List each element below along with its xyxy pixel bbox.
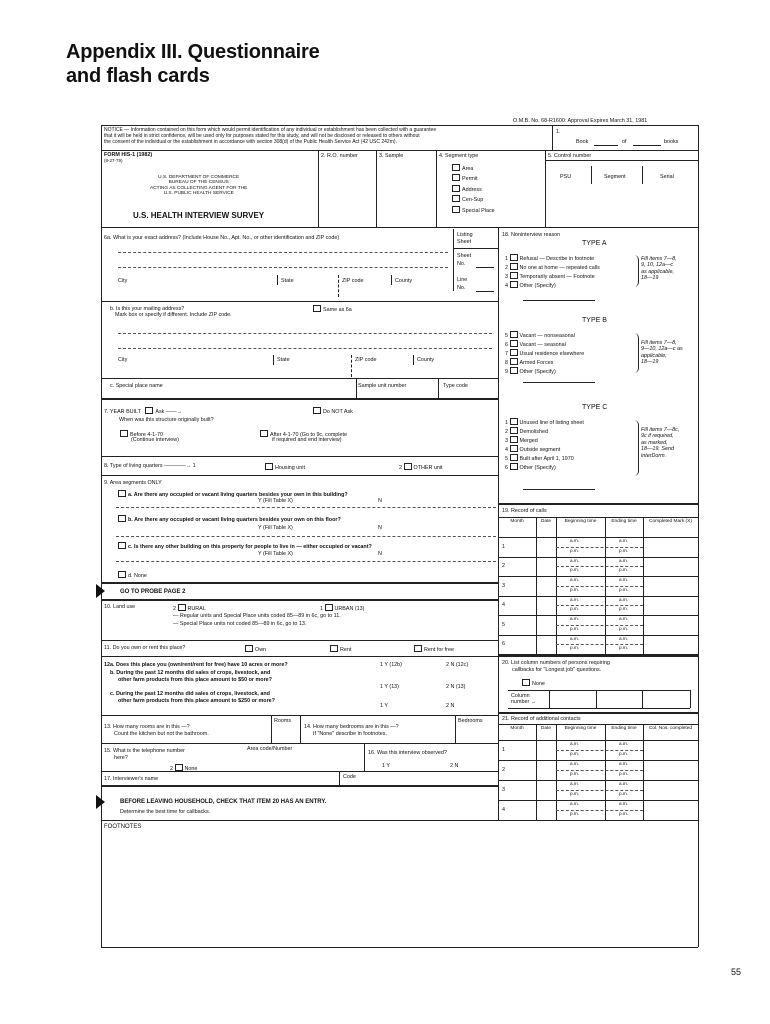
listing-sheet-label: Sheet xyxy=(457,239,472,245)
page-title: Appendix III. Questionnaire and flash cards xyxy=(66,41,320,87)
type-a-other[interactable]: 4 Other (Specify) xyxy=(505,283,556,289)
q21-am-label: a.m. xyxy=(619,741,628,746)
q19-pm-label: p.m. xyxy=(570,606,579,612)
serial-label: Serial xyxy=(660,174,674,180)
form-border-bottom xyxy=(101,947,698,948)
q10-note-1: — Regular units and Special Place units coded 85—89 in 6c, go to 11. xyxy=(173,613,341,619)
q21-pm-label: p.m. xyxy=(570,751,579,756)
q19-am-label: a.m. xyxy=(570,596,579,602)
books-label: books xyxy=(664,139,679,145)
q19-pm-label: p.m. xyxy=(570,586,579,592)
q19-row-number: 1 xyxy=(502,543,505,550)
type-b-vacant-nonseasonal[interactable]: 5 Vacant — nonseasonal xyxy=(505,333,575,339)
q21-col-header: Month xyxy=(510,726,524,731)
q21-pm-label: p.m. xyxy=(619,791,628,796)
before-leaving-2: Determine the best time for callbacks. xyxy=(120,809,211,815)
zip-label: ZIP code xyxy=(342,278,364,284)
segtype-area[interactable]: Area xyxy=(452,164,495,174)
type-c-outside-segment[interactable]: 4 Outside segment xyxy=(505,447,561,453)
q13-label-2: Count the kitchen but not the bathroom. xyxy=(114,731,209,737)
segment-type-options xyxy=(452,164,495,216)
q16-yes[interactable]: 1 Y xyxy=(382,763,390,769)
q19-am-label: a.m. xyxy=(570,577,579,582)
city2-label: City xyxy=(118,357,128,363)
q19-head: 19. Record of calls xyxy=(502,508,547,514)
q12b-no[interactable]: 2 N (13) xyxy=(446,684,466,690)
q9c-yes: Y (Fill Table X) xyxy=(258,551,293,557)
q19-pm-label: p.m. xyxy=(570,547,579,553)
q20-none-option[interactable]: None xyxy=(522,679,545,687)
q9a-option[interactable]: a. Are there any occupied or vacant living quarters besides your own in this building? xyxy=(118,490,348,498)
q19-row-number: 4 xyxy=(502,602,505,609)
q7-before-note: (Continue interview) xyxy=(131,437,179,443)
q21-am-label: a.m. xyxy=(619,801,628,806)
q21-pm-label: p.m. xyxy=(619,751,628,756)
q21-am-label: a.m. xyxy=(619,781,628,786)
type-c-note: Fill items 7—8c, 9c if required, as marked, 18—19. Send interDorm. xyxy=(641,427,680,459)
q21-pm-label: p.m. xyxy=(570,811,579,816)
q9c-no: N xyxy=(378,551,382,557)
control-number-label: 5. Control number xyxy=(548,153,592,159)
type-b-other[interactable]: 9 Other (Specify) xyxy=(505,369,556,375)
book-number-label: 1. xyxy=(556,129,561,135)
q8-label: 8. Type of living quarters ————→ 1 xyxy=(104,463,196,469)
psu-label: PSU xyxy=(560,174,572,180)
q21-pm-label: p.m. xyxy=(570,791,579,796)
q19-row-number: 6 xyxy=(502,641,505,648)
q12c-label-1: c. During the past 12 months did sales of crops, livestock, and xyxy=(110,691,270,697)
mailing-address-line-2[interactable] xyxy=(118,348,492,349)
type-c-built-after[interactable]: 5 Built after April 1, 1970 xyxy=(505,456,574,462)
q8-other-option[interactable]: 2 OTHER unit xyxy=(399,465,443,471)
q19-row-number: 2 xyxy=(502,563,505,570)
county2-label: County xyxy=(417,357,435,363)
q14-label-1: 14. How many bedrooms are in this —? xyxy=(304,724,399,730)
q19-row xyxy=(498,596,698,597)
q7-donot-ask-option[interactable]: Do NOT Ask xyxy=(313,407,353,415)
q10-note-2: — Special Place units not coded 85—89 in 6c, go to 13. xyxy=(173,621,307,627)
city-label: City xyxy=(118,278,128,284)
code-label: Code xyxy=(343,774,356,780)
segment-label: Segment xyxy=(604,174,626,180)
before-leaving-arrow-icon xyxy=(96,795,105,809)
line-label: Line xyxy=(457,277,468,283)
type-a-temporarily-absent[interactable]: 3 Temporarily absent — Footnote xyxy=(505,274,595,280)
q19-am-label: a.m. xyxy=(570,557,579,563)
q21-row-number: 1 xyxy=(502,747,505,753)
q12b-yes[interactable]: 1 Y (13) xyxy=(380,684,399,690)
type-b-note: Fill items 7—8, 9—10, 12a—c as applicable, 18—19 xyxy=(641,340,683,366)
q19-row xyxy=(498,635,698,636)
sample-unit-label: Sample unit number xyxy=(358,383,407,389)
q19-col-header: Beginning time xyxy=(564,519,597,524)
q21-col-header: Beginning time xyxy=(564,726,597,731)
segtype-censup[interactable]: Cen-Sup xyxy=(452,195,495,205)
q9c-option[interactable]: c. Is there any other building on this property for people to live in — either occupied or vacant? xyxy=(118,542,372,550)
book-label: Book xyxy=(576,139,589,145)
q12a-no[interactable]: 2 N (12c) xyxy=(446,662,469,668)
arrow-icon: ——→ xyxy=(165,409,183,415)
survey-name: U.S. HEALTH INTERVIEW SURVEY xyxy=(133,211,265,220)
q16-label: 16. Was this interview observed? xyxy=(368,750,447,756)
q19-am-label: a.m. xyxy=(570,616,579,621)
q21-head: 21. Record of additional contacts xyxy=(502,716,581,722)
type-a-note: Fill items 7—8, 9, 10, 12a—c as applicable, 18—19 xyxy=(641,256,677,282)
type-b-usual-residence[interactable]: 7 Usual residence elsewhere xyxy=(505,351,585,357)
mailing-address-line-1[interactable] xyxy=(118,333,492,334)
q19-am-label: a.m. xyxy=(619,616,628,621)
rooms-label: Rooms xyxy=(274,718,292,724)
q10-urban-option[interactable]: 1 URBAN (13) xyxy=(320,606,365,612)
q19-col-header: Month xyxy=(510,519,524,524)
q21-pm-label: p.m. xyxy=(619,811,628,816)
q21-am-label: a.m. xyxy=(570,781,579,786)
q19-am-label: a.m. xyxy=(570,538,579,543)
same-as-6a-option[interactable]: Same as 6a xyxy=(313,305,352,313)
q19-row xyxy=(498,557,698,558)
address-line-1[interactable] xyxy=(118,252,448,253)
q14-label-2: If "None" describe in footnotes. xyxy=(313,731,387,737)
q19-am-label: a.m. xyxy=(619,538,628,543)
q7-label: 7. YEAR BUILT Ask ——→ xyxy=(104,409,183,415)
q9d-option[interactable]: d. None xyxy=(118,571,147,579)
q21-am-label: a.m. xyxy=(570,801,579,806)
q9b-no: N xyxy=(378,525,382,531)
q21-row xyxy=(498,760,698,761)
q21-col-header: Ending time xyxy=(611,726,637,731)
q12c-label-2: other farm products from this place amount to $250 or more? xyxy=(118,698,275,704)
footnotes-label: FOOTNOTES xyxy=(104,824,142,830)
q19-pm-label: p.m. xyxy=(619,606,628,612)
probe-instruction: GO TO PROBE PAGE 2 xyxy=(120,589,186,595)
omb-approval: O.M.B. No. 68-R1600: Approval Expires March 31, 1981 xyxy=(513,118,648,124)
page-number: 55 xyxy=(731,967,742,977)
q19-pm-label: p.m. xyxy=(570,645,579,651)
q20-label-2: callbacks for "Longest job" questions. xyxy=(512,667,602,673)
arrow-icon: ————→ xyxy=(164,463,193,469)
q9-head: 9. Area segments ONLY xyxy=(104,480,162,486)
state-label: State xyxy=(281,278,294,284)
q6b-label: b. Is this your mailing address? xyxy=(110,306,185,312)
q21-pm-label: p.m. xyxy=(570,771,579,776)
segtype-permit[interactable]: Permit xyxy=(452,174,495,184)
q7-after-option[interactable]: After 4-1-70 (Go to 9c, complete xyxy=(260,430,347,438)
q12b-label-1: b. During the past 12 months did sales of crops, livestock, and xyxy=(110,670,271,676)
q19-pm-label: p.m. xyxy=(570,567,579,573)
sheet-no-label: No. xyxy=(457,261,466,267)
q9a-yes: Y (Fill Table X) xyxy=(258,498,293,504)
q12b-label-2: other farm products from this place amount to $50 or more? xyxy=(118,677,272,683)
q9a-no: N xyxy=(378,498,382,504)
q19-row-number: 5 xyxy=(502,621,505,628)
q21-am-label: a.m. xyxy=(619,761,628,766)
q21-row xyxy=(498,820,698,821)
q19-pm-label: p.m. xyxy=(619,567,628,573)
column-number-label: Column number → xyxy=(511,693,537,706)
q21-pm-label: p.m. xyxy=(619,771,628,776)
q7-before-option[interactable]: Before 4-1-70 xyxy=(120,430,163,438)
type-b-armed-forces[interactable]: 8 Armed Forces xyxy=(505,360,554,366)
area-code-label: Area code/Number xyxy=(247,746,293,752)
q19-row-number: 3 xyxy=(502,582,505,589)
type-c-options xyxy=(505,418,584,472)
type-c-demolished[interactable]: 2 Demolished xyxy=(505,429,548,435)
q21-row-number: 4 xyxy=(502,807,505,813)
form-date: (8-27-79) xyxy=(104,158,123,163)
q19-row xyxy=(498,615,698,616)
q6a-label: 6a. What is your exact address? (Include House No., Apt. No., or other identification and ZIP code) xyxy=(104,235,340,241)
form-border-top xyxy=(101,125,698,126)
q8-housing-option[interactable]: Housing unit xyxy=(265,463,305,471)
sample-label: 3. Sample xyxy=(379,153,404,159)
q19-am-label: a.m. xyxy=(619,557,628,563)
listing-label: Listing xyxy=(457,232,473,238)
line-no-label: No. xyxy=(457,285,466,291)
book-of-label: of xyxy=(622,139,627,145)
type-b-label: TYPE B xyxy=(582,317,607,324)
q19-col-header: Date xyxy=(540,519,552,524)
q15-none-option[interactable]: 2 None xyxy=(170,766,198,772)
segtype-address[interactable]: Address xyxy=(452,185,495,195)
q10-label: 10. Land use xyxy=(104,604,136,610)
q19-col-header: Completed Mark (X) xyxy=(649,519,692,524)
q19-pm-label: p.m. xyxy=(619,547,628,553)
q19-col-header: Ending time xyxy=(611,519,637,524)
q21-col-header: Col. Nos. completed xyxy=(648,726,693,731)
q19-am-label: a.m. xyxy=(619,635,628,641)
q21-row xyxy=(498,780,698,781)
q11-label: 11. Do you own or rent this place? xyxy=(104,645,186,651)
q7-ask-checkbox[interactable] xyxy=(145,407,153,414)
type-b-options xyxy=(505,331,584,376)
q12a-label: 12a. Does this place you (own/rent/rent for free) have 10 acres or more? xyxy=(104,662,288,668)
q11-own-option[interactable]: Own xyxy=(245,645,266,653)
ro-number-label: 2. R.O. number xyxy=(321,153,358,159)
county-label: County xyxy=(395,278,413,284)
type-a-no-one-home[interactable]: 2 No one at home — repeated calls xyxy=(505,265,600,271)
probe-arrow-icon xyxy=(96,584,105,598)
q9b-yes: Y (Fill Table X) xyxy=(258,525,293,531)
agency-block: U.S. DEPARTMENT OF COMMERCE BUREAU OF THE CENSUS ACTING AS COLLECTING AGENT FOR THE U.S. PUBLIC HEALTH SERVICE xyxy=(150,175,248,197)
form-number: FORM HIS-1 (1982) xyxy=(104,152,153,158)
q9b-option[interactable]: b. Are there any occupied or vacant living quarters besides your own on this floor? xyxy=(118,515,341,523)
q19-pm-label: p.m. xyxy=(570,625,579,631)
q19-am-label: a.m. xyxy=(619,596,628,602)
q21-row-number: 3 xyxy=(502,787,505,793)
zip2-label: ZIP code xyxy=(355,357,377,363)
form-border-left xyxy=(101,125,102,947)
address-line-2[interactable] xyxy=(118,267,448,268)
q21-col-header: Date xyxy=(540,726,552,731)
type-c-label: TYPE C xyxy=(582,404,608,411)
q19-pm-label: p.m. xyxy=(619,586,628,592)
q15-label-1: 15. What is the telephone number xyxy=(104,748,185,754)
type-a-options xyxy=(505,254,600,290)
q12c-yes[interactable]: 1 Y xyxy=(380,703,388,709)
q7-question: When was this structure originally built? xyxy=(119,417,214,423)
q7-after-note: if required and end interview) xyxy=(272,437,342,443)
type-c-unused-line[interactable]: 1 Unused line of listing sheet xyxy=(505,420,584,426)
q11-rent-option[interactable]: Rent xyxy=(330,645,351,653)
state2-label: State xyxy=(277,357,290,363)
q12a-yes[interactable]: 1 Y (12b) xyxy=(380,662,402,668)
q10-rural-option[interactable]: 2 RURAL xyxy=(173,606,206,612)
segment-type-label: 4. Segment type xyxy=(439,153,479,159)
q19-row xyxy=(498,576,698,577)
type-c-merged[interactable]: 3 Merged xyxy=(505,438,538,444)
bedrooms-label: Bedrooms xyxy=(458,718,483,724)
q13-label-1: 13. How many rooms are in this —? xyxy=(104,724,190,730)
q20-label-1: 20. List column numbers of persons requiring xyxy=(502,660,610,666)
type-a-refusal[interactable]: 1 Refusal — Describe in footnote xyxy=(505,256,595,262)
q17-label: 17. Interviewer's name xyxy=(104,776,159,782)
before-leaving-1: BEFORE LEAVING HOUSEHOLD, CHECK THAT ITEM 20 HAS AN ENTRY. xyxy=(120,799,327,805)
q21-am-label: a.m. xyxy=(570,741,579,746)
q18-head: 18. Noninterview reason xyxy=(502,232,561,238)
notice: NOTICE — Information contained on this form which would permit identification of any individual or establishment has been collected with a guarantee that it will be held in strict confidence, will be used only for purposes stated for this study, and will not be disclosed or released to others without the consent of the individual or the establishment in accordance with section 308(d) of the Public Health Service Act (42 USC 242m). xyxy=(104,127,437,145)
q11-free-option[interactable]: Rent for free xyxy=(414,645,454,653)
q21-row xyxy=(498,800,698,801)
q15-label-2: here? xyxy=(114,755,128,761)
sheet-label: Sheet xyxy=(457,253,472,259)
q16-no[interactable]: 2 N xyxy=(450,763,459,769)
type-c-other[interactable]: 6 Other (Specify) xyxy=(505,465,556,471)
q19-pm-label: p.m. xyxy=(619,625,628,631)
type-code-label: Type code xyxy=(443,383,468,389)
q12c-no[interactable]: 2 N xyxy=(446,703,455,709)
segtype-special-place[interactable]: Special Place xyxy=(452,206,495,216)
q21-row-number: 2 xyxy=(502,767,505,773)
q19-am-label: a.m. xyxy=(619,577,628,582)
q19-pm-label: p.m. xyxy=(619,645,628,651)
q6b-instructions: Mark box or specify if different. Include ZIP code. xyxy=(115,312,232,318)
q6c-label: c. Special place name xyxy=(110,383,163,389)
q21-am-label: a.m. xyxy=(570,761,579,766)
type-a-label: TYPE A xyxy=(582,240,607,247)
q19-am-label: a.m. xyxy=(570,635,579,641)
type-b-vacant-seasonal[interactable]: 6 Vacant — seasonal xyxy=(505,342,566,348)
